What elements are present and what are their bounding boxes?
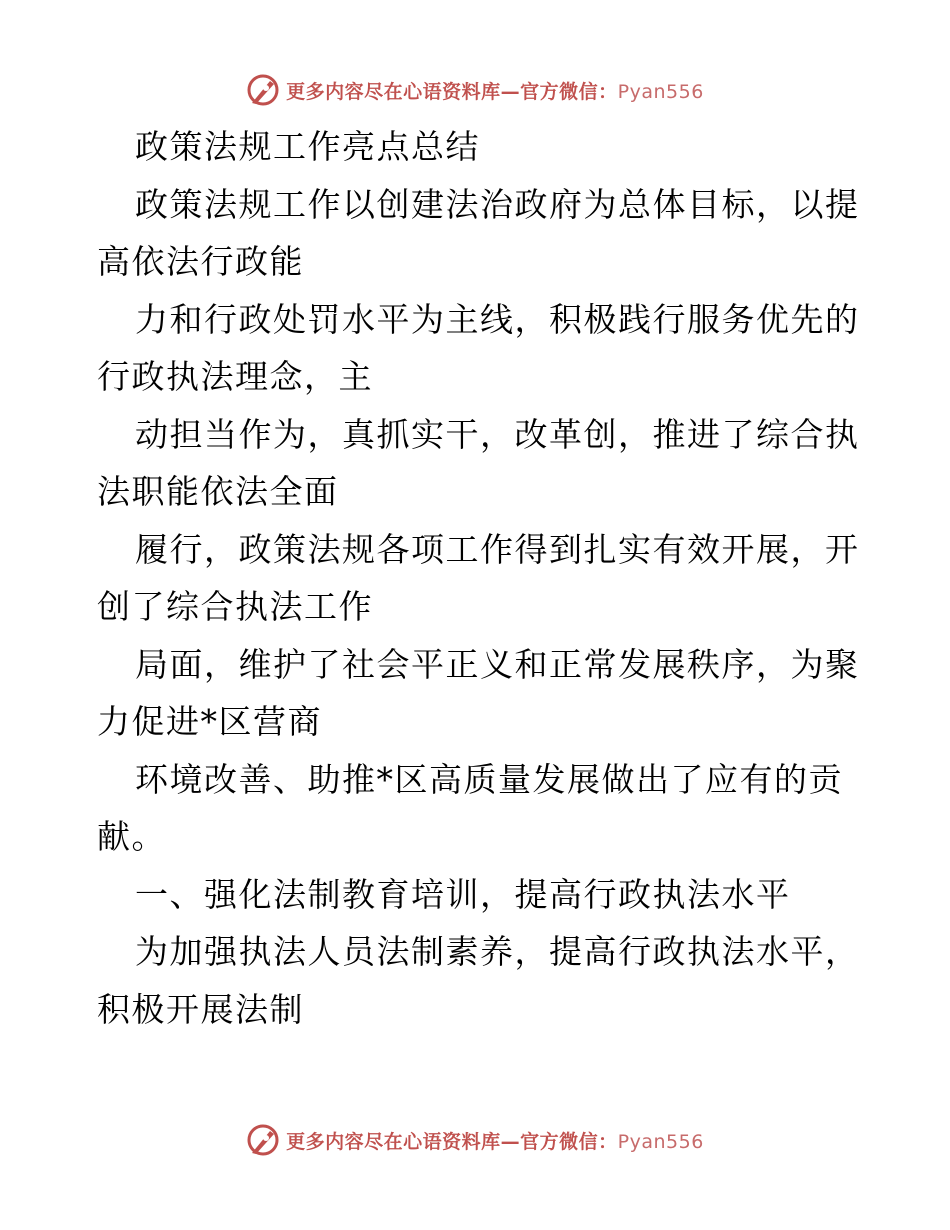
document-line: 政策法规工作以创建法治政府为总体目标，以提 bbox=[135, 184, 860, 224]
document-line: 为加强执法人员法制素养，提高行政执法水平， bbox=[135, 932, 860, 971]
document-line: 动担当作为，真抓实干，改革创，推进了综合执 bbox=[135, 414, 860, 454]
document-line: 高依法行政能 bbox=[97, 242, 304, 281]
document-line: 力和行政处罚水平为主线，积极践行服务优先的 bbox=[135, 299, 860, 339]
document-line: 法职能依法全面 bbox=[97, 472, 339, 511]
document-line: 积极开展法制 bbox=[97, 989, 304, 1029]
footer-banner bbox=[0, 1120, 950, 1160]
document-line: 一、强化法制教育培训，提高行政执法水平 bbox=[135, 874, 791, 914]
header-banner bbox=[0, 70, 950, 110]
quill-logo-icon bbox=[246, 1123, 280, 1157]
document-line: 行政执法理念，主 bbox=[97, 357, 373, 396]
quill-logo-icon bbox=[246, 73, 280, 107]
document-line: 局面，维护了社会平正义和正常发展秩序，为聚 bbox=[135, 644, 860, 684]
footer-wechat-id: Pyan556 bbox=[617, 1130, 704, 1153]
document-body bbox=[97, 118, 860, 1038]
document-line: 献。 bbox=[97, 817, 166, 856]
document-line: 履行，政策法规各项工作得到扎实有效开展，开 bbox=[135, 529, 860, 569]
document-line: 环境改善、助推*区高质量发展做出了应有的贡 bbox=[135, 759, 843, 799]
document-line: 创了综合执法工作 bbox=[97, 587, 373, 626]
header-banner-text: 更多内容尽在心语资料库—官方微信：Pyan556 bbox=[286, 80, 704, 103]
footer-banner-text: 更多内容尽在心语资料库—官方微信：Pyan556 bbox=[286, 1130, 704, 1153]
header-wechat-id: Pyan556 bbox=[617, 80, 704, 103]
document-line: 力促进*区营商 bbox=[97, 702, 322, 741]
document-line: 政策法规工作亮点总结 bbox=[135, 127, 480, 166]
